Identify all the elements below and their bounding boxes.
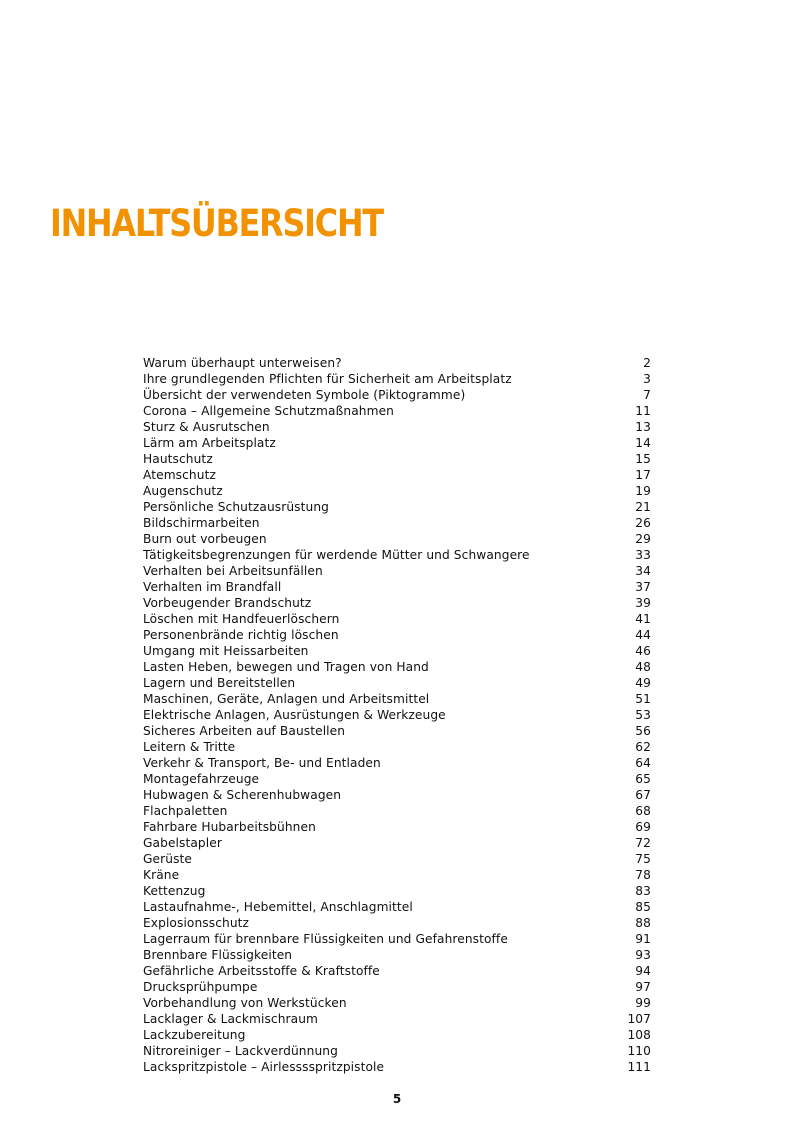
toc-entry-title: Maschinen, Geräte, Anlagen und Arbeitsmittel [143, 692, 430, 706]
toc-entry[interactable] [143, 755, 651, 771]
toc-entry-title: Hautschutz [143, 452, 213, 466]
toc-entry[interactable] [143, 499, 651, 515]
toc-entry[interactable] [143, 899, 651, 915]
toc-entry-title: Hubwagen & Scherenhubwagen [143, 788, 342, 802]
toc-entry[interactable] [143, 595, 651, 611]
toc-entry-page: 46 [635, 644, 651, 658]
toc-entry[interactable] [143, 1011, 651, 1027]
toc-entry[interactable] [143, 403, 651, 419]
toc-entry-page: 62 [635, 740, 651, 754]
toc-entry-title: Lagern und Bereitstellen [143, 676, 296, 690]
toc-entry-title: Atemschutz [143, 468, 216, 482]
toc-entry-title: Vorbehandlung von Werkstücken [143, 996, 347, 1010]
toc-entry-title: Vorbeugender Brandschutz [143, 596, 312, 610]
toc-entry-title: Leitern & Tritte [143, 740, 236, 754]
toc-entry-title: Gabelstapler [143, 836, 222, 850]
toc-entry-page: 33 [635, 548, 651, 562]
toc-entry[interactable] [143, 547, 651, 563]
toc-entry-title: Gefährliche Arbeitsstoffe & Kraftstoffe [143, 964, 380, 978]
toc-entry[interactable] [143, 435, 651, 451]
toc-entry-title: Verkehr & Transport, Be- und Entladen [143, 756, 381, 770]
toc-entry-page: 67 [635, 788, 651, 802]
toc-entry[interactable] [143, 483, 651, 499]
toc-entry-title: Flachpaletten [143, 804, 228, 818]
toc-entry-page: 51 [635, 692, 651, 706]
toc-entry[interactable] [143, 515, 651, 531]
toc-entry-page: 3 [643, 372, 651, 386]
toc-entry[interactable] [143, 371, 651, 387]
toc-entry-title: Sicheres Arbeiten auf Baustellen [143, 724, 346, 738]
toc-entry-page: 107 [627, 1012, 651, 1026]
toc-entry-page: 41 [635, 612, 651, 626]
toc-entry[interactable] [143, 915, 651, 931]
toc-entry-page: 91 [635, 932, 651, 946]
toc-entry[interactable] [143, 739, 651, 755]
toc-entry-title: Umgang mit Heissarbeiten [143, 644, 309, 658]
toc-entry-page: 69 [635, 820, 651, 834]
toc-entry-title: Nitroreiniger – Lackverdünnung [143, 1044, 338, 1058]
toc-entry-page: 19 [635, 484, 651, 498]
toc-entry[interactable] [143, 563, 651, 579]
toc-entry-page: 94 [635, 964, 651, 978]
toc-entry-title: Kräne [143, 868, 180, 882]
toc-entry-title: Kettenzug [143, 884, 206, 898]
toc-entry-title: Montagefahrzeuge [143, 772, 260, 786]
toc-entry-title: Gerüste [143, 852, 193, 866]
toc-entry-title: Übersicht der verwendeten Symbole (Piktogramme) [143, 388, 466, 402]
toc-entry[interactable] [143, 963, 651, 979]
toc-entry[interactable] [143, 723, 651, 739]
toc-entry[interactable] [143, 675, 651, 691]
toc-entry-page: 14 [635, 436, 651, 450]
toc-entry[interactable] [143, 707, 651, 723]
toc-entry-title: Lagerraum für brennbare Flüssigkeiten und Gefahrenstoffe [143, 932, 508, 946]
toc-entry-title: Verhalten bei Arbeitsunfällen [143, 564, 323, 578]
toc-entry[interactable] [143, 611, 651, 627]
toc-entry-title: Lasten Heben, bewegen und Tragen von Hand [143, 660, 429, 674]
toc-entry[interactable] [143, 835, 651, 851]
toc-entry-page: 108 [627, 1028, 651, 1042]
page-number: 5 [392, 1092, 402, 1106]
toc-entry-title: Warum überhaupt unterweisen? [143, 356, 342, 370]
toc-entry[interactable] [143, 355, 651, 371]
toc-entry[interactable] [143, 579, 651, 595]
toc-entry-title: Fahrbare Hubarbeitsbühnen [143, 820, 316, 834]
toc-entry[interactable] [143, 643, 651, 659]
toc-entry-page: 11 [635, 404, 651, 418]
toc-entry-page: 53 [635, 708, 651, 722]
toc-entry-page: 15 [635, 452, 651, 466]
toc-entry[interactable] [143, 531, 651, 547]
toc-entry[interactable] [143, 947, 651, 963]
toc-entry[interactable] [143, 1027, 651, 1043]
toc-entry-title: Lackspritzpistole – Airlesssspritzpistole [143, 1060, 385, 1074]
toc-entry[interactable] [143, 419, 651, 435]
toc-entry-title: Augenschutz [143, 484, 223, 498]
toc-entry-page: 44 [635, 628, 651, 642]
page-title: INHALTSÜBERSICHT [50, 202, 383, 245]
toc-entry-page: 110 [627, 1044, 651, 1058]
table-of-contents [143, 355, 651, 1075]
toc-entry[interactable] [143, 691, 651, 707]
toc-entry-page: 7 [643, 388, 651, 402]
toc-entry-title: Corona – Allgemeine Schutzmaßnahmen [143, 404, 394, 418]
toc-entry-page: 29 [635, 532, 651, 546]
toc-entry-page: 111 [627, 1060, 651, 1074]
toc-entry-title: Lärm am Arbeitsplatz [143, 436, 276, 450]
toc-entry-page: 39 [635, 596, 651, 610]
toc-entry-title: Explosionsschutz [143, 916, 250, 930]
toc-entry-title: Sturz & Ausrutschen [143, 420, 270, 434]
toc-entry-page: 49 [635, 676, 651, 690]
toc-entry[interactable] [143, 883, 651, 899]
toc-entry-title: Lackzubereitung [143, 1028, 246, 1042]
toc-entry[interactable] [143, 931, 651, 947]
toc-entry-title: Ihre grundlegenden Pflichten für Sicherheit am Arbeitsplatz [143, 372, 512, 386]
toc-entry[interactable] [143, 771, 651, 787]
toc-entry[interactable] [143, 467, 651, 483]
toc-entry[interactable] [143, 451, 651, 467]
toc-entry-page: 65 [635, 772, 651, 786]
toc-entry[interactable] [143, 803, 651, 819]
toc-entry-page: 26 [635, 516, 651, 530]
toc-entry-title: Bildschirmarbeiten [143, 516, 260, 530]
toc-entry-page: 72 [635, 836, 651, 850]
toc-entry-title: Lastaufnahme-, Hebemittel, Anschlagmittel [143, 900, 413, 914]
toc-entry-title: Personenbrände richtig löschen [143, 628, 339, 642]
toc-entry-title: Drucksprühpumpe [143, 980, 258, 994]
toc-entry-page: 34 [635, 564, 651, 578]
toc-entry-page: 37 [635, 580, 651, 594]
toc-entry[interactable] [143, 1059, 651, 1075]
toc-entry[interactable] [143, 979, 651, 995]
toc-entry-title: Lacklager & Lackmischraum [143, 1012, 318, 1026]
toc-entry-page: 68 [635, 804, 651, 818]
toc-entry-page: 48 [635, 660, 651, 674]
toc-entry-page: 88 [635, 916, 651, 930]
toc-entry[interactable] [143, 627, 651, 643]
toc-entry[interactable] [143, 387, 651, 403]
toc-entry[interactable] [143, 867, 651, 883]
toc-entry-page: 64 [635, 756, 651, 770]
toc-entry-title: Tätigkeitsbegrenzungen für werdende Mütter und Schwangere [143, 548, 530, 562]
toc-entry[interactable] [143, 851, 651, 867]
toc-entry[interactable] [143, 819, 651, 835]
toc-entry-page: 75 [635, 852, 651, 866]
toc-entry-page: 21 [635, 500, 651, 514]
toc-entry-page: 13 [635, 420, 651, 434]
toc-entry[interactable] [143, 995, 651, 1011]
toc-entry-page: 99 [635, 996, 651, 1010]
toc-entry-title: Persönliche Schutzausrüstung [143, 500, 329, 514]
toc-entry-page: 78 [635, 868, 651, 882]
toc-entry-title: Burn out vorbeugen [143, 532, 267, 546]
toc-entry-title: Verhalten im Brandfall [143, 580, 282, 594]
toc-entry[interactable] [143, 787, 651, 803]
toc-entry-page: 83 [635, 884, 651, 898]
toc-entry-page: 56 [635, 724, 651, 738]
toc-entry-page: 85 [635, 900, 651, 914]
toc-entry[interactable] [143, 1043, 651, 1059]
toc-entry-page: 2 [643, 356, 651, 370]
toc-entry-title: Brennbare Flüssigkeiten [143, 948, 293, 962]
toc-entry-page: 17 [635, 468, 651, 482]
toc-entry-page: 93 [635, 948, 651, 962]
toc-entry-title: Elektrische Anlagen, Ausrüstungen & Werkzeuge [143, 708, 446, 722]
toc-entry[interactable] [143, 659, 651, 675]
toc-entry-page: 97 [635, 980, 651, 994]
toc-entry-title: Löschen mit Handfeuerlöschern [143, 612, 340, 626]
